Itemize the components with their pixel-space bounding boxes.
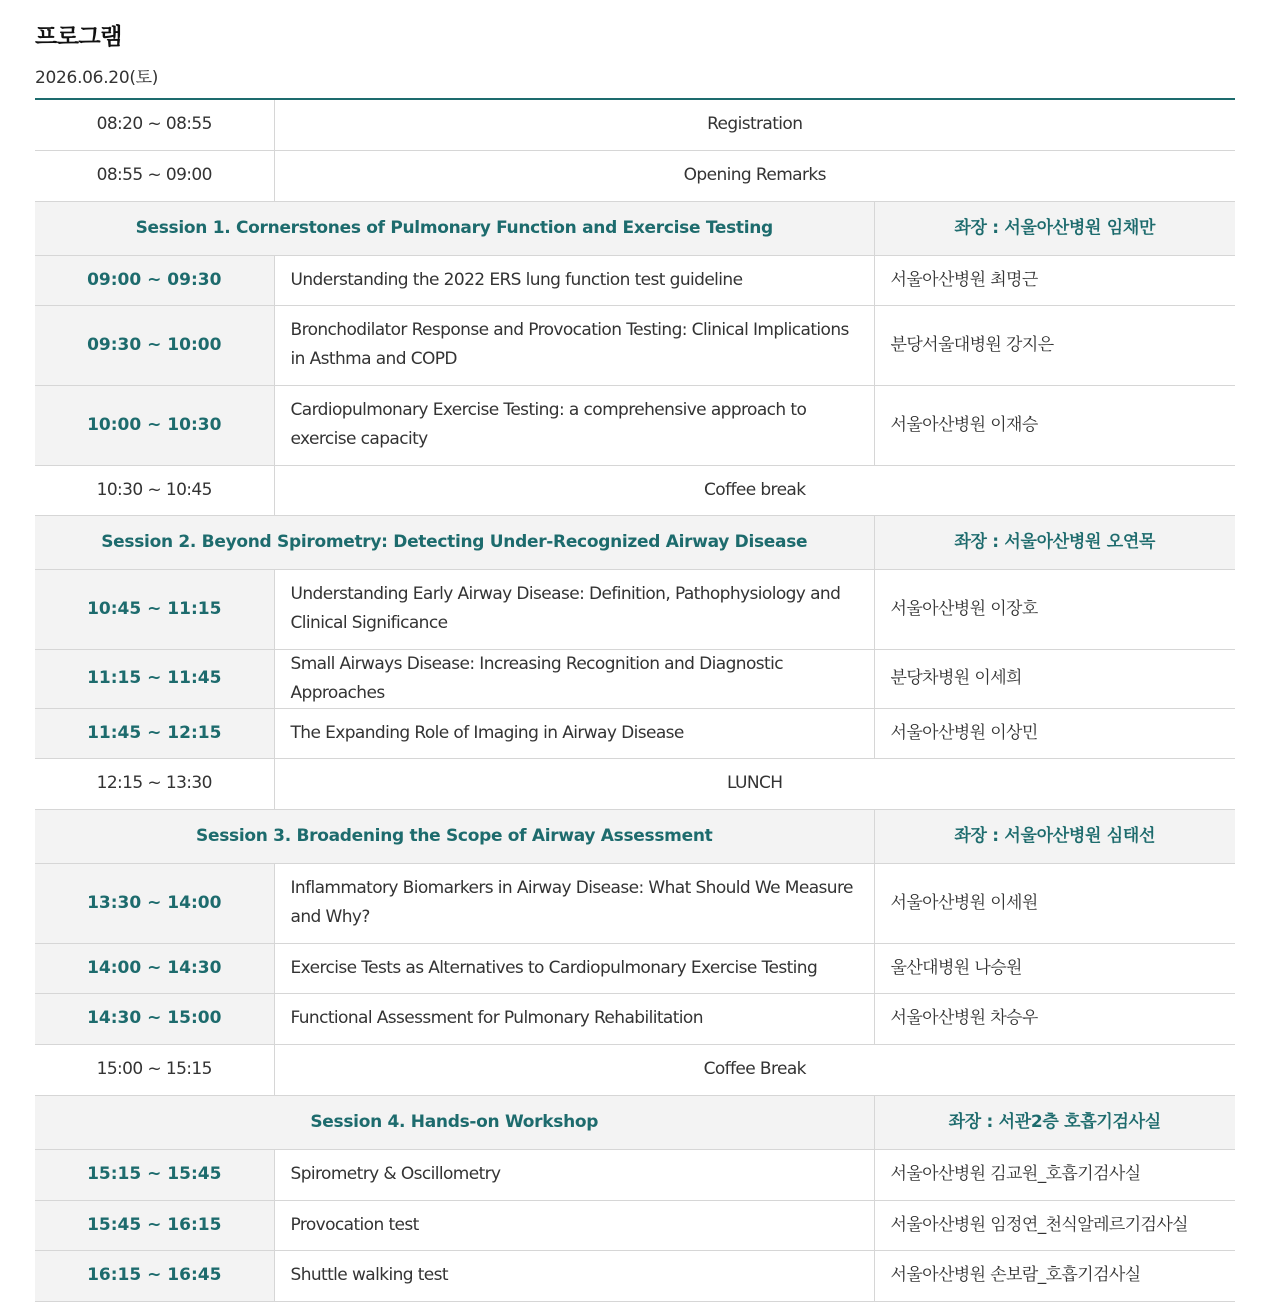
event-title: LUNCH: [274, 758, 1235, 809]
break-row: [35, 99, 1235, 150]
program-table-body: [35, 99, 1235, 1301]
session-title: Session 3. Broadening the Scope of Airway Assessment: [35, 809, 874, 863]
session-header-row: [35, 201, 1235, 255]
speaker: 분당서울대병원 강지은: [874, 305, 1235, 385]
time-cell: 16:15 ~ 16:45: [35, 1250, 274, 1301]
talk-row: [35, 1200, 1235, 1250]
time-cell: 10:00 ~ 10:30: [35, 385, 274, 465]
time-cell: 09:00 ~ 09:30: [35, 255, 274, 305]
talk-row: [35, 1250, 1235, 1301]
talk-title: Shuttle walking test: [274, 1250, 874, 1301]
break-row: [35, 150, 1235, 201]
speaker: 서울아산병원 이재승: [874, 385, 1235, 465]
session-header-row: [35, 515, 1235, 569]
time-cell: 09:30 ~ 10:00: [35, 305, 274, 385]
talk-row: [35, 649, 1235, 708]
speaker: 서울아산병원 이상민: [874, 708, 1235, 758]
session-header-row: [35, 809, 1235, 863]
time-cell: 13:30 ~ 14:00: [35, 863, 274, 943]
speaker: 서울아산병원 김교원_호흡기검사실: [874, 1149, 1235, 1200]
talk-title: Spirometry & Oscillometry: [274, 1149, 874, 1200]
talk-row: [35, 569, 1235, 649]
talk-row: [35, 255, 1235, 305]
talk-title: Provocation test: [274, 1200, 874, 1250]
speaker: 서울아산병원 손보람_호흡기검사실: [874, 1250, 1235, 1301]
event-title: Opening Remarks: [274, 150, 1235, 201]
talk-row: [35, 863, 1235, 943]
time-cell: 12:15 ~ 13:30: [35, 758, 274, 809]
break-row: [35, 1044, 1235, 1095]
time-cell: 11:45 ~ 12:15: [35, 708, 274, 758]
speaker: 서울아산병원 최명근: [874, 255, 1235, 305]
time-cell: 14:30 ~ 15:00: [35, 993, 274, 1044]
time-cell: 08:55 ~ 09:00: [35, 150, 274, 201]
session-title: Session 1. Cornerstones of Pulmonary Function and Exercise Testing: [35, 201, 874, 255]
talk-title: Cardiopulmonary Exercise Testing: a comprehensive approach to exercise capacity: [274, 385, 874, 465]
talk-title: Bronchodilator Response and Provocation Testing: Clinical Implications in Asthma and COPD: [274, 305, 874, 385]
session-header-row: [35, 1095, 1235, 1149]
talk-title: Small Airways Disease: Increasing Recognition and Diagnostic Approaches: [274, 649, 874, 708]
event-title: Coffee Break: [274, 1044, 1235, 1095]
time-cell: 14:00 ~ 14:30: [35, 943, 274, 993]
speaker: 서울아산병원 임정연_천식알레르기검사실: [874, 1200, 1235, 1250]
time-cell: 08:20 ~ 08:55: [35, 99, 274, 150]
program-date: 2026.06.20(토): [35, 68, 159, 88]
break-row: [35, 758, 1235, 809]
talk-title: Functional Assessment for Pulmonary Rehabilitation: [274, 993, 874, 1044]
talk-row: [35, 993, 1235, 1044]
time-cell: 10:30 ~ 10:45: [35, 465, 274, 515]
talk-row: [35, 708, 1235, 758]
session-chair: 좌장 : 서울아산병원 임채만: [874, 201, 1235, 255]
event-title: Registration: [274, 99, 1235, 150]
event-title: Coffee break: [274, 465, 1235, 515]
talk-row: [35, 1149, 1235, 1200]
session-chair: 좌장 : 서울아산병원 심태선: [874, 809, 1235, 863]
talk-row: [35, 305, 1235, 385]
talk-title: Understanding Early Airway Disease: Definition, Pathophysiology and Clinical Significance: [274, 569, 874, 649]
break-row: [35, 465, 1235, 515]
talk-title: Inflammatory Biomarkers in Airway Disease: What Should We Measure and Why?: [274, 863, 874, 943]
session-chair: 좌장 : 서울아산병원 오연목: [874, 515, 1235, 569]
speaker: 서울아산병원 이세원: [874, 863, 1235, 943]
program-table: [35, 98, 1235, 1302]
talk-row: [35, 943, 1235, 993]
speaker: 울산대병원 나승원: [874, 943, 1235, 993]
time-cell: 15:15 ~ 15:45: [35, 1149, 274, 1200]
speaker: 서울아산병원 이장호: [874, 569, 1235, 649]
time-cell: 15:45 ~ 16:15: [35, 1200, 274, 1250]
talk-title: Understanding the 2022 ERS lung function test guideline: [274, 255, 874, 305]
time-cell: 15:00 ~ 15:15: [35, 1044, 274, 1095]
speaker: 서울아산병원 차승우: [874, 993, 1235, 1044]
page-title: 프로그램: [35, 24, 122, 50]
talk-title: The Expanding Role of Imaging in Airway Disease: [274, 708, 874, 758]
session-title: Session 4. Hands-on Workshop: [35, 1095, 874, 1149]
time-cell: 11:15 ~ 11:45: [35, 649, 274, 708]
speaker: 분당차병원 이세희: [874, 649, 1235, 708]
session-chair: 좌장 : 서관2층 호흡기검사실: [874, 1095, 1235, 1149]
session-title: Session 2. Beyond Spirometry: Detecting Under-Recognized Airway Disease: [35, 515, 874, 569]
talk-row: [35, 385, 1235, 465]
talk-title: Exercise Tests as Alternatives to Cardiopulmonary Exercise Testing: [274, 943, 874, 993]
time-cell: 10:45 ~ 11:15: [35, 569, 274, 649]
